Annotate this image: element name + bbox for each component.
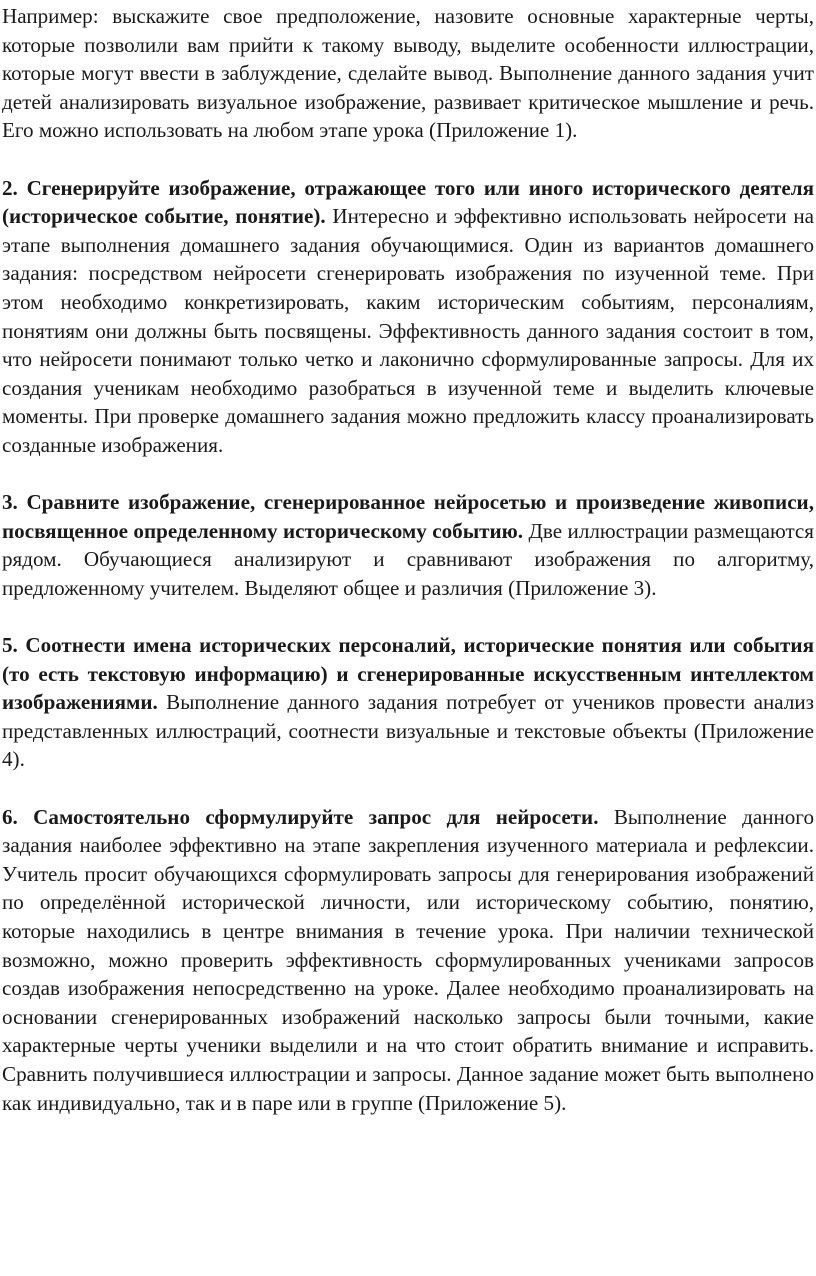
task-2-heading: 2. Сгенерируйте изображение, отражающее того или иного исторического деятеля (историческое событие, понятие). [2,175,814,229]
intro-paragraph: Например: выскажите свое предположение, назовите основные характерные черты, которые позволили вам прийти к такому выводу, выделите особенности иллюстрации, которые могут ввести в заблуждение, сделайте вывод. Выполнение данного задания учит детей анализировать визуальное изображение, развивает критическое мышление и речь. Его можно использовать на любом этапе урока (Приложение 1). [2,4,814,143]
task-5-paragraph [2,631,814,774]
task-6-heading: 6. Самостоятельно сформулируйте запрос для нейросети. [2,804,599,829]
task-3-body: Две иллюстрации размещаются рядом. Обучающиеся анализируют и сравнивают изображения по алгоритму, предложенному учителем. Выделяют общее и различия (Приложение 3). [2,518,814,600]
task-6-body: Выполнение данного задания наиболее эффективно на этапе закрепления изученного материала и рефлексии. Учитель просит обучающихся сформулировать запросы для генерирования изображений по определённой исторической личности, или историческому событию, понятию, которые находились в центре внимания в течение урока. При наличии технической возможно, можно проверить эффективность сформулированных учениками запросов создав изображения непосредственно на уроке. Далее необходимо проанализировать на основании сгенерированных изображений насколько запросы были точными, какие характерные черты ученики выделили и на что стоит обратить внимание и исправить. Сравнить получившиеся иллюстрации и запросы. Данное задание может быть выполнено как индивидуально, так и в паре или в группе (Приложение 5). [2,804,814,1115]
task-3-heading: 3. Сравните изображение, сгенерированное нейросетью и произведение живописи, посвященное определенному историческому событию. [2,490,814,543]
task-2-paragraph [2,174,814,460]
task-5-heading: 5. Соотнести имена исторических персоналий, исторические понятия или события (то есть текстовую информацию) и сгенерированные искусственным интеллектом изображениями. [2,633,814,715]
task-2-body: Интересно и эффективно использовать нейросети на этапе выполнения домашнего задания обучающимися. Один из вариантов домашнего задания: посредством нейросети сгенерировать изображения по изученной теме. При этом необходимо конкретизировать, каким историческим событиям, персоналиям, понятиям они должны быть посвящены. Эффективность данного задания состоит в том, что нейросети понимают только четко и лаконично сформулированные запросы. Для их создания ученикам необходимо разобраться в изученной теме и выделить ключевые моменты. При проверке домашнего задания можно предложить классу проанализировать созданные изображения. [2,204,814,457]
task-6-paragraph [2,803,814,1118]
task-3-paragraph [2,488,814,602]
task-5-body: Выполнение данного задания потребует от учеников провести анализ представленных иллюстраций, соотнести визуальные и текстовые объекты (Приложение 4). [2,690,814,772]
